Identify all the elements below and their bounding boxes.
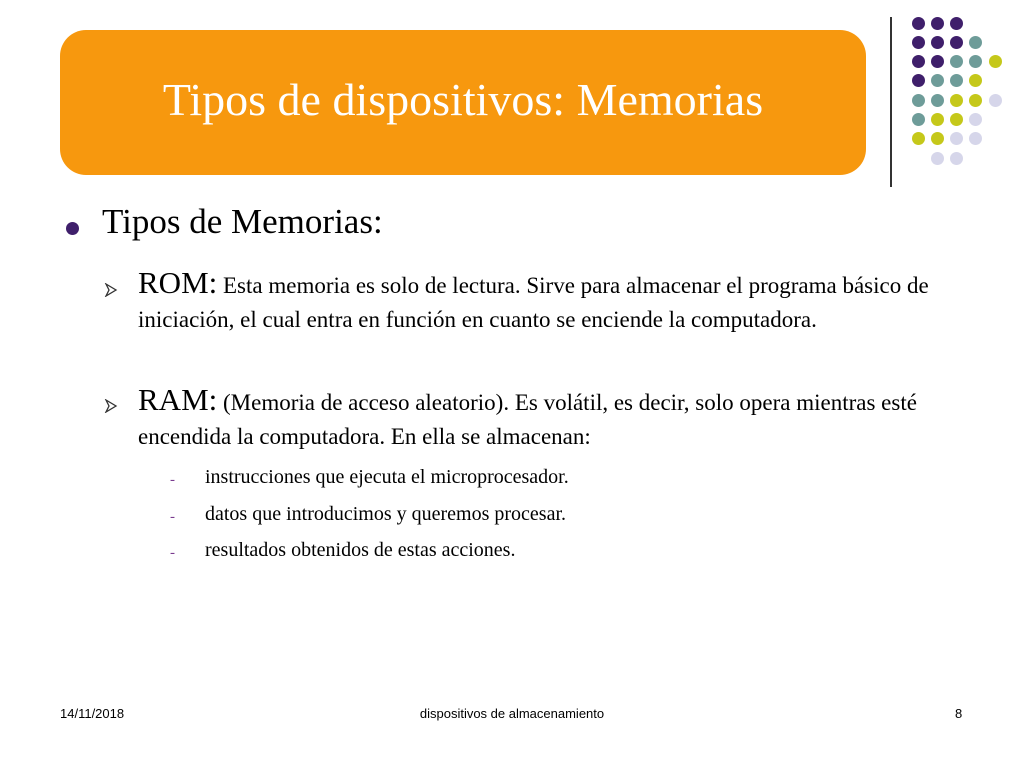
list-item-ram — [138, 383, 938, 454]
decorative-dot — [969, 113, 982, 126]
dash-icon: - — [170, 472, 175, 488]
term-ram: RAM: — [138, 382, 218, 417]
decorative-dot — [912, 113, 925, 126]
decorative-dot — [969, 36, 982, 49]
decorative-dot — [912, 17, 925, 30]
dash-icon: - — [170, 509, 175, 525]
decorative-dot — [969, 55, 982, 68]
footer-page-number: 8 — [955, 706, 963, 721]
decorative-dot — [969, 94, 982, 107]
decorative-dot — [950, 74, 963, 87]
arrow-right-icon — [104, 399, 118, 413]
decorative-dot — [950, 152, 963, 165]
decorative-dot — [950, 55, 963, 68]
decorative-dot — [931, 74, 944, 87]
decorative-dot — [912, 36, 925, 49]
sub-item-resultados: resultados obtenidos de estas acciones. — [205, 539, 516, 561]
decorative-dot — [912, 55, 925, 68]
dash-icon: - — [170, 545, 175, 561]
decorative-dot — [950, 36, 963, 49]
heading-tipos-memorias: Tipos de Memorias: — [102, 202, 383, 241]
decorative-dot — [989, 55, 1002, 68]
decorative-dot — [931, 94, 944, 107]
slide-title: Tipos de dispositivos: Memorias — [162, 74, 764, 125]
decorative-dot — [950, 17, 963, 30]
ram-description: (Memoria de acceso aleatorio). Es volátil, es decir, solo opera mientras esté encendida la computadora. En ella se almacenan: — [138, 390, 917, 449]
sub-item-instrucciones: instrucciones que ejecuta el microprocesador. — [205, 466, 569, 488]
decorative-dot-grid — [0, 0, 1024, 200]
decorative-dot — [912, 132, 925, 145]
footer-date: 14/11/2018 — [60, 706, 125, 721]
decorative-dot — [931, 36, 944, 49]
decorative-dot — [912, 74, 925, 87]
decorative-dot — [969, 132, 982, 145]
term-rom: ROM: — [138, 265, 218, 300]
filled-circle-icon — [66, 222, 79, 235]
rom-description: Esta memoria es solo de lectura. Sirve para almacenar el programa básico de iniciación, el cual entra en función en cuanto se enciende la computadora. — [138, 273, 929, 332]
decorative-dot — [912, 94, 925, 107]
footer-title: dispositivos de almacenamiento — [419, 706, 605, 721]
decorative-dot — [950, 132, 963, 145]
decorative-dot — [931, 17, 944, 30]
decorative-dot — [969, 74, 982, 87]
decorative-dot — [931, 113, 944, 126]
decorative-dot — [931, 132, 944, 145]
decorative-dot — [950, 94, 963, 107]
list-item-rom — [138, 266, 938, 337]
sub-item-datos: datos que introducimos y queremos procesar. — [205, 503, 567, 525]
decorative-dot — [950, 113, 963, 126]
decorative-dot — [931, 152, 944, 165]
arrow-right-icon — [104, 283, 118, 297]
decorative-dot — [989, 94, 1002, 107]
decorative-dot — [931, 55, 944, 68]
